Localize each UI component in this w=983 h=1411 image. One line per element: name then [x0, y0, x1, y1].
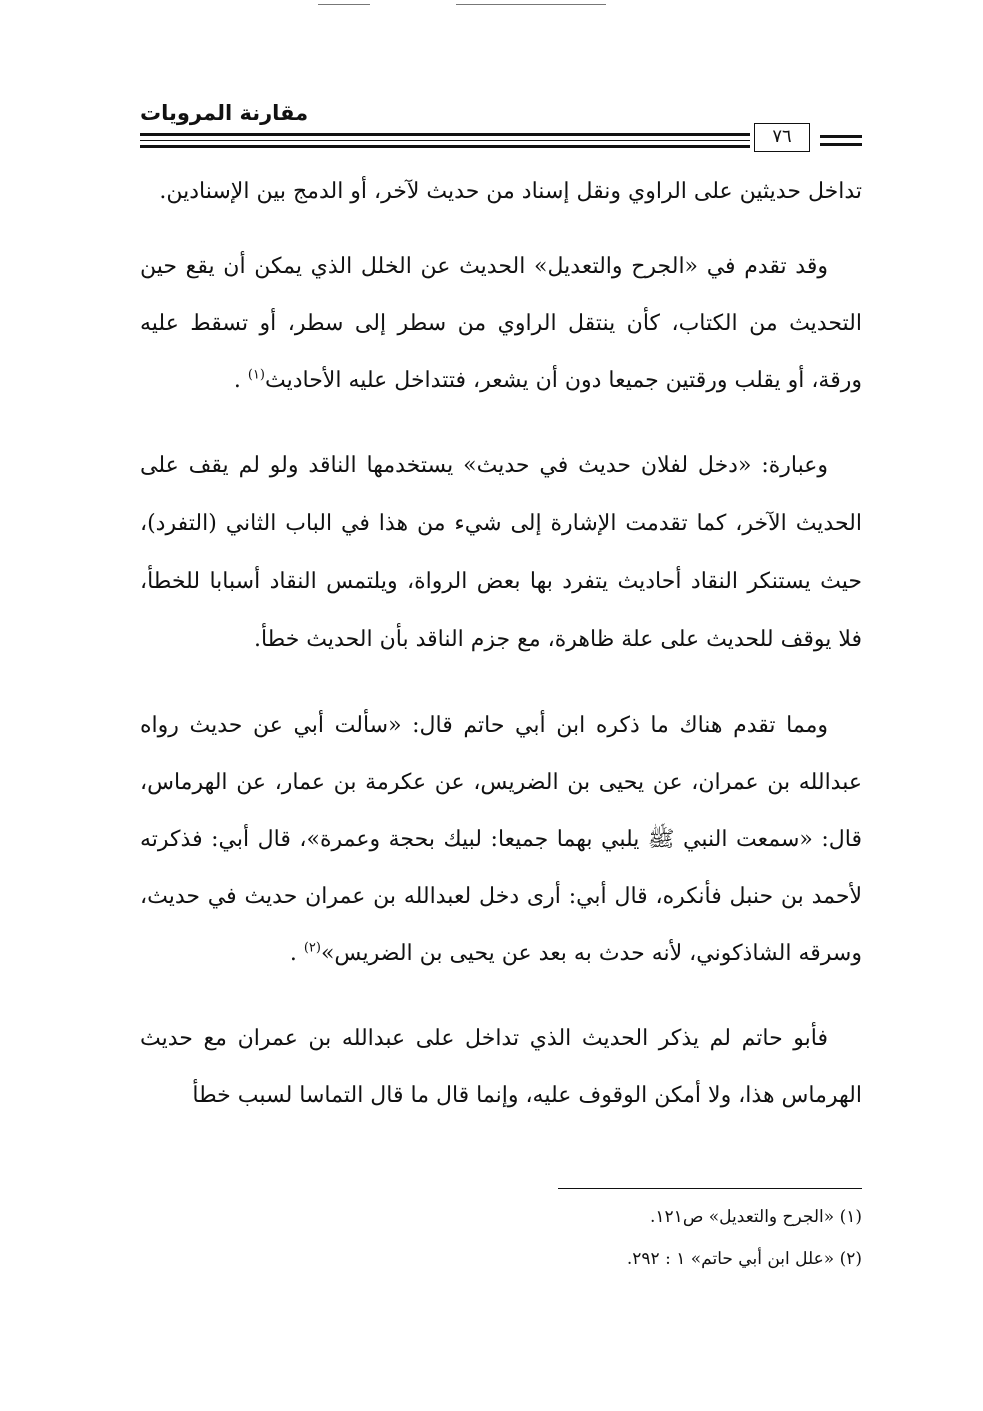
- paragraph: [140, 437, 862, 669]
- paragraph: [140, 168, 862, 216]
- paragraph-text: تداخل حديثين على الراوي ونقل إسناد من حديث لآخر، أو الدمج بين الإسنادين.: [159, 179, 862, 204]
- paragraph: [140, 1010, 862, 1124]
- footnote-marker: (٢): [303, 940, 321, 956]
- paragraph-end: .: [233, 368, 248, 393]
- paragraph: [140, 238, 862, 409]
- page-number: ٧٦: [754, 123, 810, 152]
- paragraph-text: وقد تقدم في «الجرح والتعديل» الحديث عن الخلل الذي يمكن أن يقع حين التحديث من الكتاب، كأن ينتقل الراوي من سطر إلى سطر، أو تسقط عليه ورقة، أو يقلب ورقتين جميعا دون أن يشعر، فتتداخل عليه الأحاديث: [140, 254, 862, 393]
- scan-top-marks: [0, 0, 983, 12]
- paragraph-text: فأبو حاتم لم يذكر الحديث الذي تداخل على عبدالله بن عمران مع حديث الهرماس هذا، ولا أمكن الوقوف عليه، وإنما قال ما قال التماسا لسبب خطأ: [140, 1026, 862, 1108]
- footnote: (١) «الجرح والتعديل» ص١٢١.: [650, 1207, 862, 1227]
- footnote: (٢) «علل ابن أبي حاتم» ١ : ٢٩٢.: [626, 1249, 862, 1269]
- running-title: مقارنة المرويات: [140, 101, 309, 125]
- header-rule-bottom: [140, 145, 750, 148]
- header-stub-rule: [820, 143, 862, 146]
- paragraph: [140, 697, 862, 982]
- paragraph-text: ومما تقدم هناك ما ذكره ابن أبي حاتم قال: «سألت أبي عن حديث رواه عبدالله بن عمران، عن يحيى بن الضريس، عن عكرمة بن عمار، عن الهرماس، قال: «سمعت النبي ﷺ يلبي بهما جميعا: لبيك بحجة وعمرة»، قال أبي: فذكرته لأحمد بن حنبل فأنكره، قال أبي: أرى دخل لعبدالله بن عمران حديث في حديث، وسرقه الشاذكوني، لأنه حدث به بعد عن يحيى بن الضريس»: [140, 713, 862, 966]
- header-rule-middle: [140, 140, 750, 141]
- footnotes: [140, 1202, 862, 1286]
- paragraph-end: .: [289, 941, 304, 966]
- scan-mark: [456, 4, 606, 5]
- footnote-separator: [558, 1188, 862, 1189]
- header-stub-rule: [820, 135, 862, 138]
- paragraph-text: وعبارة: «دخل لفلان حديث في حديث» يستخدمها الناقد ولو لم يقف على الحديث الآخر، كما تقدمت الإشارة إلى شيء من هذا في الباب الثاني (التفرد)، حيث يستنكر النقاد أحاديث يتفرد بها بعض الرواة، ويلتمس النقاد أسبابا للخطأ، فلا يوقف للحديث على علة ظاهرة، مع جزم الناقد بأن الحديث خطأ.: [140, 453, 862, 652]
- scan-mark: [318, 4, 370, 5]
- footnote-marker: (١): [247, 367, 265, 383]
- header-rule-top: [140, 133, 750, 136]
- body-text: [140, 168, 862, 1124]
